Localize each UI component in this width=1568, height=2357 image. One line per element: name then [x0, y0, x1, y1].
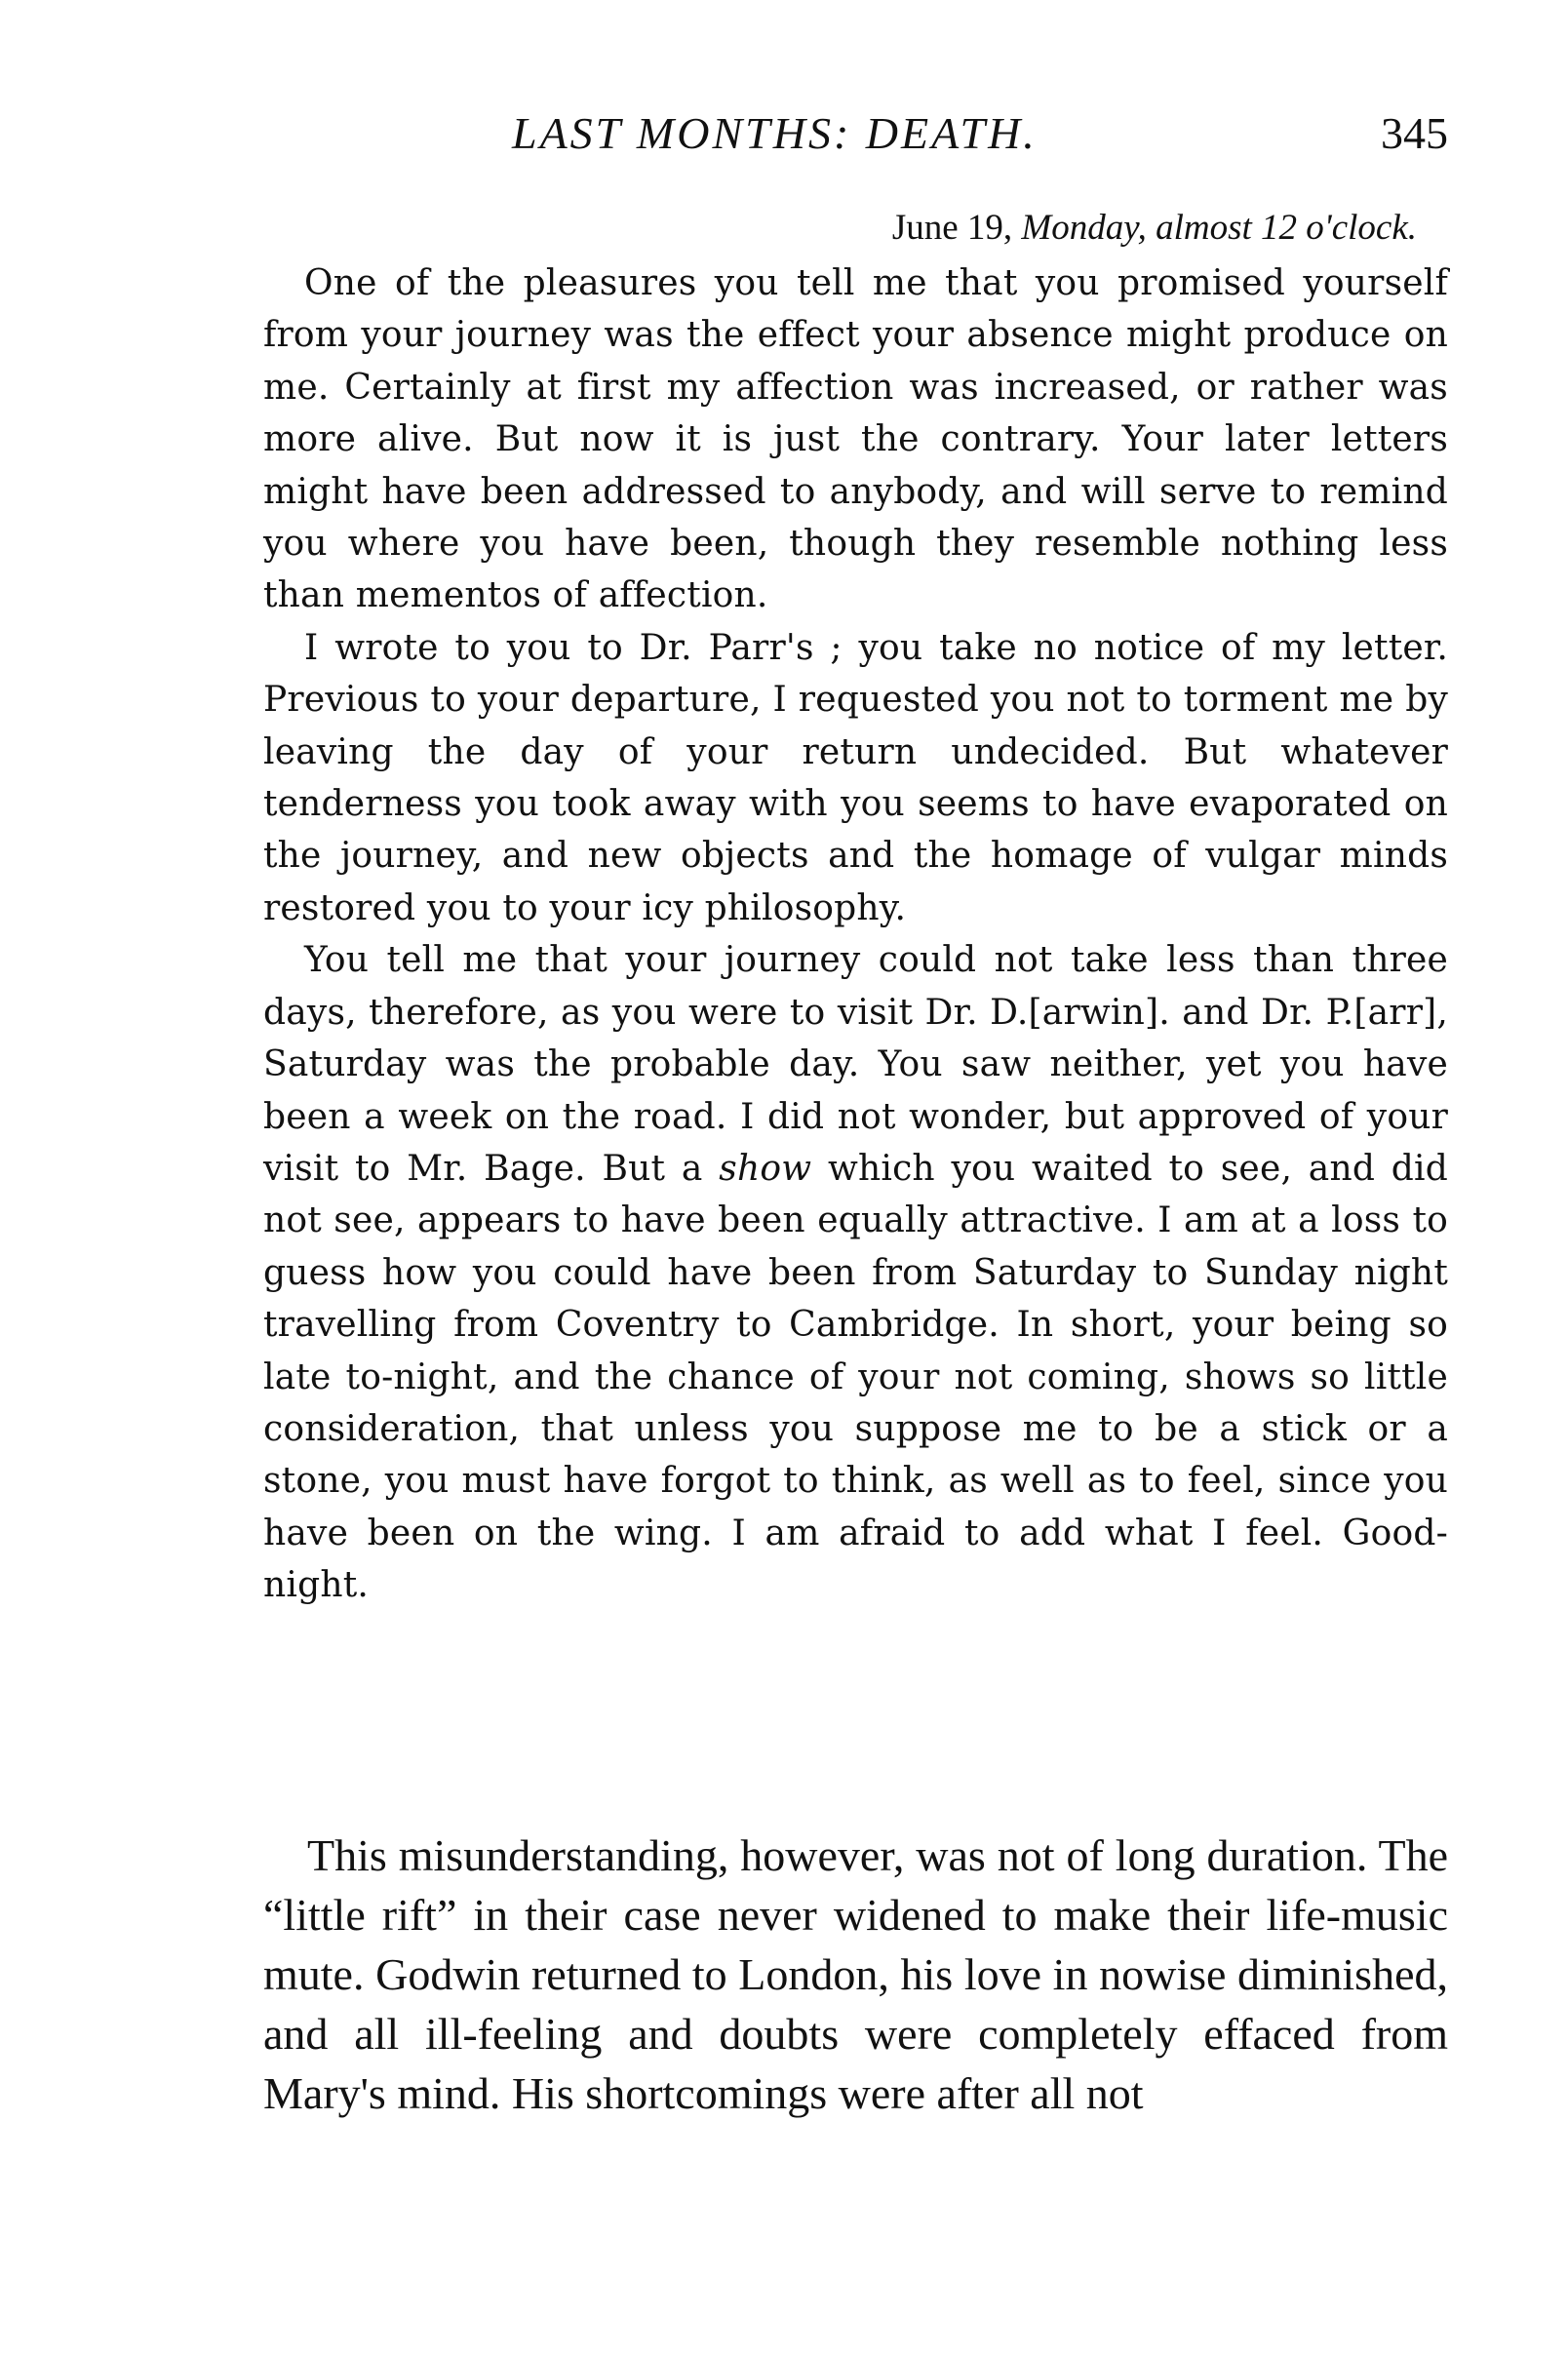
running-head: LAST MONTHS: DEATH. [512, 108, 1038, 158]
page-header [263, 107, 1448, 176]
dateline-date: June 19, [891, 208, 1022, 248]
letter-paragraph-3-part-1: You tell me that your journey could not take less than three days, therefore, as you were to visit Dr. D.[arwin]. and Dr. P.[arr], Saturday was the probable day. You saw neither, yet you have been a week on the road. I did not wonder, but approved of your visit to Mr. Bage. But a [263, 940, 1448, 1189]
letter-paragraph-1: One of the pleasures you tell me that you promised yourself from your journey was the effect your absence might produce on me. Certainly at first my affection was increased, or rather was more alive. But now it is just the contrary. Your later letters might have been addressed to anybody, and will serve to remind you where you have been, though they resemble nothing less than mementos of affection. [263, 263, 1448, 616]
letter-paragraph-3-italic: show [719, 1148, 812, 1189]
page-number: 345 [1381, 108, 1448, 158]
letter-paragraph-3-part-2: which you waited to see, and did not see, appears to have been equally attractive. I am at a loss to guess how you could have been from Saturday to Sunday night travelling from Coventry to Cambridge. In short, your being so late to-night, and the chance of your not coming, shows so little consideration, that unless you suppose me to be a stick or a stone, you must have forgot to think, as well as to feel, since you have been on the wing. I am afraid to add what I feel. Good-night. [263, 1148, 1448, 1606]
letter-body [263, 257, 1448, 1612]
letter-paragraph-3 [263, 934, 1448, 1611]
narrative-body [263, 1826, 1448, 2123]
letter-paragraph-2: I wrote to you to Dr. Parr's ; you take no notice of my letter. Previous to your departure, I requested you not to torment me by leaving the day of your return undecided. But whatever tenderness you took away with you seems to have evaporated on the journey, and new objects and the homage of vulgar minds restored you to your icy philosophy. [263, 627, 1448, 928]
dateline-day: Monday, almost 12 o'clock. [1021, 208, 1417, 248]
narrative-paragraph-1: This misunderstanding, however, was not of long duration. The “little rift” in their case never widened to make their life-music mute. Godwin returned to London, his love in nowise diminished, and all ill-feeling and doubts were completely effaced from Mary's mind. His shortcomings were after all not [263, 1830, 1448, 2118]
letter-dateline [892, 207, 1417, 249]
